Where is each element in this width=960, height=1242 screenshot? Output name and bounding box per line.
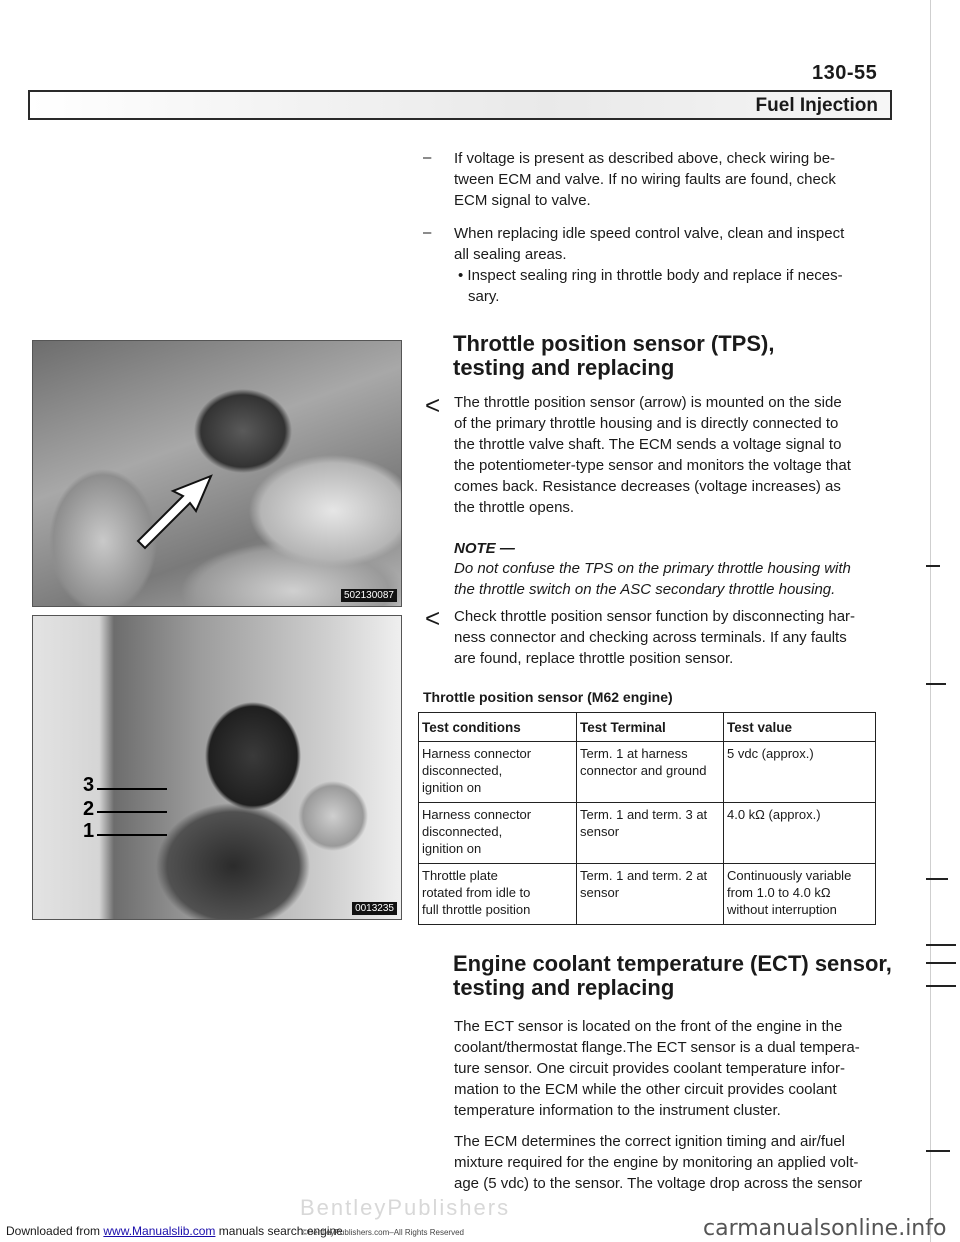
section-header-bar <box>28 90 892 120</box>
bullet-paragraph: If voltage is present as described above, check wiring be- tween ECM and valve. If no wiring faults are found, check ECM signal to valve. <box>454 150 836 209</box>
publisher-watermark: BentleyPublishers <box>300 1195 511 1220</box>
callout-2: 2 <box>83 798 95 820</box>
edge-mark <box>926 878 948 880</box>
edge-mark <box>926 683 946 685</box>
table-row <box>419 803 876 864</box>
figure-pointer-icon: < <box>425 390 441 420</box>
table-cell: Continuously variable from 1.0 to 4.0 kΩ without interruption <box>724 864 876 925</box>
edge-mark <box>926 985 956 987</box>
section-heading: Engine coolant temperature (ECT) sensor, testing and replacing <box>453 951 892 1000</box>
table-row <box>419 742 876 803</box>
page-number: 130-55 <box>812 62 878 84</box>
dash-bullet: – <box>423 224 432 241</box>
copyright-notice: ©BentleyPublishers.com–All Rights Reserved <box>302 1228 464 1237</box>
table-cell: Harness connector disconnected, ignition on <box>419 742 577 803</box>
table-caption: Throttle position sensor (M62 engine) <box>423 689 673 705</box>
sub-bullet: • Inspect sealing ring in throttle body and replace if neces- sary. <box>458 267 843 305</box>
column-header: Test conditions <box>419 713 577 742</box>
table-cell: Term. 1 and term. 3 at sensor <box>577 803 724 864</box>
edge-mark <box>926 1150 950 1152</box>
column-header: Test Terminal <box>577 713 724 742</box>
section-title: Fuel Injection <box>755 95 878 116</box>
throttle-sensor-photo <box>32 340 402 607</box>
table-header-row <box>419 713 876 742</box>
table-row <box>419 864 876 925</box>
callout-3: 3 <box>83 774 95 796</box>
arrow-icon <box>33 341 401 606</box>
edge-mark <box>926 944 956 946</box>
table-cell: 4.0 kΩ (approx.) <box>724 803 876 864</box>
dash-bullet: – <box>423 149 432 166</box>
table-cell: Throttle plate rotated from idle to full throttle position <box>419 864 577 925</box>
table-cell: Term. 1 and term. 2 at sensor <box>577 864 724 925</box>
table-cell: Harness connector disconnected, ignition on <box>419 803 577 864</box>
table-cell: Term. 1 at harness connector and ground <box>577 742 724 803</box>
edge-mark <box>926 565 940 567</box>
figure-pointer-icon: < <box>425 603 441 633</box>
photo-id: 502130087 <box>341 589 397 602</box>
tps-description: The throttle position sensor (arrow) is mounted on the side of the primary throttle housing and is directly connected to the throttle valve shaft. The ECM sends a voltage signal to the potentiometer-type sensor and monitors the voltage that comes back. Resistance decreases (voltage increases) as the throttle opens. <box>454 394 851 516</box>
note-label: NOTE — <box>454 540 515 557</box>
column-header: Test value <box>724 713 876 742</box>
bullet-paragraph: When replacing idle speed control valve, clean and inspect all sealing areas. <box>454 225 845 263</box>
page-edge-line <box>930 0 931 1242</box>
connector-terminals-photo <box>32 615 402 920</box>
download-notice: Downloaded from www.Manualslib.com manuals search engine <box>6 1224 343 1238</box>
section-heading: Throttle position sensor (TPS), testing and replacing <box>453 331 775 380</box>
site-watermark: carmanualsonline.info <box>703 1216 947 1241</box>
ect-operation: The ECM determines the correct ignition timing and air/fuel mixture required for the engine by monitoring an applied volt- age (5 vdc) to the sensor. The voltage drop across the sensor <box>454 1133 863 1192</box>
tps-test-table <box>418 712 876 925</box>
photo-id: 0013235 <box>352 902 397 915</box>
manualslib-link[interactable]: www.Manualslib.com <box>103 1224 216 1238</box>
tps-check-instructions: Check throttle position sensor function by disconnecting har- ness connector and checking across terminals. If any faults are found, replace throttle position sensor. <box>454 608 856 667</box>
table-cell: 5 vdc (approx.) <box>724 742 876 803</box>
note-text: Do not confuse the TPS on the primary throttle housing with the throttle switch on the ASC secondary throttle housing. <box>454 560 851 598</box>
edge-mark <box>926 962 956 964</box>
callout-1: 1 <box>83 820 95 842</box>
ect-description: The ECT sensor is located on the front of the engine in the coolant/thermostat flange.The ECT sensor is a dual tempera- ture sensor. One circuit provides coolant temperature infor- mation to the ECM while the other circuit provides coolant temperature information to the instrument cluster. <box>454 1018 860 1119</box>
